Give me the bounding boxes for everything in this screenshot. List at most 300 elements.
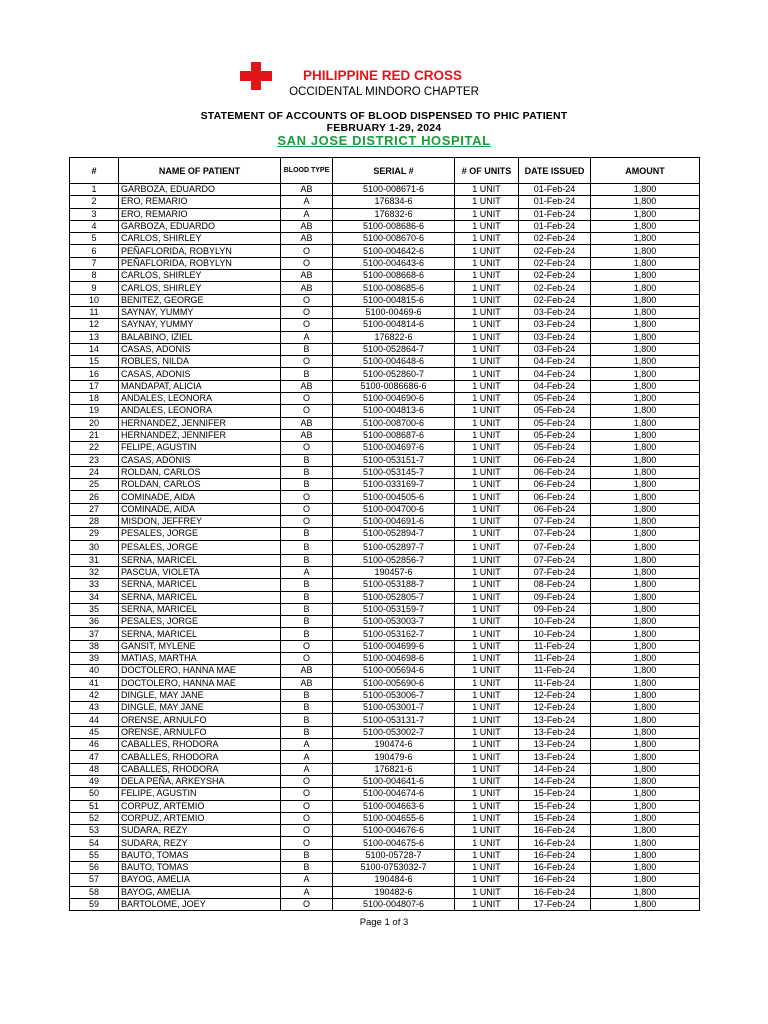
blood-type-cell: AB: [281, 380, 333, 392]
serial-number-cell: 5100-004674-6: [333, 788, 455, 800]
date-issued-cell: 06-Feb-24: [519, 466, 591, 478]
blood-type-cell: AB: [281, 270, 333, 282]
patient-name-cell: SUDARA, REZY: [119, 837, 281, 849]
date-issued-cell: 01-Feb-24: [519, 208, 591, 220]
accounts-table: [69, 157, 700, 911]
table-row: [70, 466, 700, 478]
units-cell: 1 UNIT: [455, 479, 519, 491]
serial-number-cell: 5100-052805-7: [333, 591, 455, 603]
row-number-cell: 37: [70, 628, 119, 640]
table-row: [70, 751, 700, 763]
table-row: [70, 380, 700, 392]
table-row: [70, 849, 700, 861]
table-row: [70, 196, 700, 208]
table-row: [70, 417, 700, 429]
patient-name-cell: CARLOS, SHIRLEY: [119, 270, 281, 282]
amount-cell: 1,800: [591, 640, 700, 652]
amount-cell: 1,800: [591, 628, 700, 640]
serial-number-cell: 5100-004675-6: [333, 837, 455, 849]
amount-cell: 1,800: [591, 208, 700, 220]
date-issued-cell: 15-Feb-24: [519, 800, 591, 812]
table-row: [70, 540, 700, 554]
date-issued-cell: 07-Feb-24: [519, 566, 591, 578]
date-issued-cell: 03-Feb-24: [519, 331, 591, 343]
col-header-name: NAME OF PATIENT: [119, 158, 281, 184]
patient-name-cell: SERNA, MARICEL: [119, 603, 281, 615]
date-issued-cell: 09-Feb-24: [519, 603, 591, 615]
serial-number-cell: 176821-6: [333, 763, 455, 775]
date-issued-cell: 11-Feb-24: [519, 652, 591, 664]
date-issued-cell: 02-Feb-24: [519, 270, 591, 282]
serial-number-cell: 176822-6: [333, 331, 455, 343]
table-row: [70, 442, 700, 454]
date-issued-cell: 04-Feb-24: [519, 368, 591, 380]
row-number-cell: 5: [70, 233, 119, 245]
blood-type-cell: O: [281, 640, 333, 652]
serial-number-cell: 5100-004815-6: [333, 294, 455, 306]
blood-type-cell: O: [281, 800, 333, 812]
amount-cell: 1,800: [591, 677, 700, 689]
serial-number-cell: 5100-005694-6: [333, 665, 455, 677]
patient-name-cell: ROLDAN, CARLOS: [119, 466, 281, 478]
amount-cell: 1,800: [591, 616, 700, 628]
units-cell: 1 UNIT: [455, 306, 519, 318]
blood-type-cell: B: [281, 368, 333, 380]
patient-name-cell: CABALLES, RHODORA: [119, 751, 281, 763]
table-row: [70, 616, 700, 628]
serial-number-cell: 5100-05728-7: [333, 849, 455, 861]
amount-cell: 1,800: [591, 184, 700, 196]
patient-name-cell: CARLOS, SHIRLEY: [119, 233, 281, 245]
patient-name-cell: BENITEZ, GEORGE: [119, 294, 281, 306]
table-row: [70, 257, 700, 269]
date-issued-cell: 09-Feb-24: [519, 591, 591, 603]
patient-name-cell: ERO, REMARIO: [119, 208, 281, 220]
date-issued-cell: 03-Feb-24: [519, 306, 591, 318]
units-cell: 1 UNIT: [455, 466, 519, 478]
blood-type-cell: O: [281, 491, 333, 503]
patient-name-cell: SAYNAY, YUMMY: [119, 306, 281, 318]
units-cell: 1 UNIT: [455, 677, 519, 689]
table-row: [70, 775, 700, 787]
blood-type-cell: B: [281, 616, 333, 628]
blood-type-cell: O: [281, 294, 333, 306]
units-cell: 1 UNIT: [455, 516, 519, 528]
table-row: [70, 393, 700, 405]
serial-number-cell: 5100-0753032-7: [333, 862, 455, 874]
serial-number-cell: 5100-053131-7: [333, 714, 455, 726]
table-row: [70, 319, 700, 331]
blood-type-cell: A: [281, 331, 333, 343]
amount-cell: 1,800: [591, 763, 700, 775]
blood-type-cell: B: [281, 479, 333, 491]
units-cell: 1 UNIT: [455, 196, 519, 208]
table-row: [70, 898, 700, 910]
units-cell: 1 UNIT: [455, 429, 519, 441]
row-number-cell: 30: [70, 540, 119, 554]
row-number-cell: 1: [70, 184, 119, 196]
amount-cell: 1,800: [591, 689, 700, 701]
row-number-cell: 17: [70, 380, 119, 392]
row-number-cell: 52: [70, 812, 119, 824]
amount-cell: 1,800: [591, 849, 700, 861]
row-number-cell: 32: [70, 566, 119, 578]
amount-cell: 1,800: [591, 429, 700, 441]
date-issued-cell: 15-Feb-24: [519, 788, 591, 800]
row-number-cell: 42: [70, 689, 119, 701]
serial-number-cell: 5100-053145-7: [333, 466, 455, 478]
row-number-cell: 21: [70, 429, 119, 441]
table-row: [70, 405, 700, 417]
date-issued-cell: 14-Feb-24: [519, 763, 591, 775]
blood-type-cell: AB: [281, 429, 333, 441]
units-cell: 1 UNIT: [455, 257, 519, 269]
patient-name-cell: BALABINO, IZIEL: [119, 331, 281, 343]
row-number-cell: 13: [70, 331, 119, 343]
row-number-cell: 11: [70, 306, 119, 318]
date-issued-cell: 16-Feb-24: [519, 862, 591, 874]
table-row: [70, 356, 700, 368]
row-number-cell: 34: [70, 591, 119, 603]
statement-title: STATEMENT OF ACCOUNTS OF BLOOD DISPENSED TO PHIC PATIENT: [200, 110, 568, 122]
serial-number-cell: 5100-008700-6: [333, 417, 455, 429]
blood-type-cell: A: [281, 739, 333, 751]
serial-number-cell: 5100-0086686-6: [333, 380, 455, 392]
date-issued-cell: 02-Feb-24: [519, 233, 591, 245]
row-number-cell: 43: [70, 702, 119, 714]
serial-number-cell: 5100-004814-6: [333, 319, 455, 331]
serial-number-cell: 5100-052860-7: [333, 368, 455, 380]
row-number-cell: 16: [70, 368, 119, 380]
row-number-cell: 36: [70, 616, 119, 628]
date-issued-cell: 17-Feb-24: [519, 898, 591, 910]
blood-type-cell: O: [281, 319, 333, 331]
table-row: [70, 343, 700, 355]
amount-cell: 1,800: [591, 775, 700, 787]
patient-name-cell: HERNANDEZ, JENNIFER: [119, 417, 281, 429]
blood-type-cell: B: [281, 579, 333, 591]
serial-number-cell: 5100-052894-7: [333, 528, 455, 540]
units-cell: 1 UNIT: [455, 788, 519, 800]
serial-number-cell: 5100-033169-7: [333, 479, 455, 491]
row-number-cell: 41: [70, 677, 119, 689]
table-row: [70, 516, 700, 528]
serial-number-cell: 5100-053001-7: [333, 702, 455, 714]
units-cell: 1 UNIT: [455, 628, 519, 640]
amount-cell: 1,800: [591, 540, 700, 554]
table-row: [70, 726, 700, 738]
table-row: [70, 739, 700, 751]
row-number-cell: 29: [70, 528, 119, 540]
patient-name-cell: DOCTOLERO, HANNA MAE: [119, 665, 281, 677]
serial-number-cell: 5100-004697-6: [333, 442, 455, 454]
units-cell: 1 UNIT: [455, 528, 519, 540]
table-row: [70, 763, 700, 775]
blood-type-cell: AB: [281, 417, 333, 429]
amount-cell: 1,800: [591, 442, 700, 454]
blood-type-cell: O: [281, 503, 333, 515]
date-issued-cell: 03-Feb-24: [519, 343, 591, 355]
date-issued-cell: 10-Feb-24: [519, 616, 591, 628]
row-number-cell: 38: [70, 640, 119, 652]
units-cell: 1 UNIT: [455, 591, 519, 603]
blood-type-cell: A: [281, 566, 333, 578]
patient-name-cell: SAYNAY, YUMMY: [119, 319, 281, 331]
date-issued-cell: 16-Feb-24: [519, 849, 591, 861]
date-issued-cell: 13-Feb-24: [519, 739, 591, 751]
date-issued-cell: 02-Feb-24: [519, 257, 591, 269]
col-header-units: # OF UNITS: [455, 158, 519, 184]
serial-number-cell: 176834-6: [333, 196, 455, 208]
serial-number-cell: 5100-004676-6: [333, 825, 455, 837]
serial-number-cell: 5100-004655-6: [333, 812, 455, 824]
col-header-blood-type: BLOOD TYPE: [281, 158, 333, 184]
table-row: [70, 800, 700, 812]
table-row: [70, 788, 700, 800]
units-cell: 1 UNIT: [455, 343, 519, 355]
blood-type-cell: B: [281, 689, 333, 701]
amount-cell: 1,800: [591, 837, 700, 849]
serial-number-cell: 5100-004641-6: [333, 775, 455, 787]
table-row: [70, 479, 700, 491]
date-issued-cell: 14-Feb-24: [519, 775, 591, 787]
row-number-cell: 46: [70, 739, 119, 751]
blood-type-cell: O: [281, 393, 333, 405]
table-row: [70, 628, 700, 640]
page-number: Page 1 of 3: [359, 917, 409, 928]
patient-name-cell: PESALES, JORGE: [119, 616, 281, 628]
table-row: [70, 566, 700, 578]
patient-name-cell: PESALES, JORGE: [119, 540, 281, 554]
table-row: [70, 554, 700, 566]
units-cell: 1 UNIT: [455, 714, 519, 726]
patient-name-cell: ANDALES, LEONORA: [119, 393, 281, 405]
blood-type-cell: AB: [281, 677, 333, 689]
amount-cell: 1,800: [591, 554, 700, 566]
blood-type-cell: B: [281, 714, 333, 726]
units-cell: 1 UNIT: [455, 702, 519, 714]
row-number-cell: 6: [70, 245, 119, 257]
row-number-cell: 7: [70, 257, 119, 269]
serial-number-cell: 5100-008671-6: [333, 184, 455, 196]
patient-name-cell: MATIAS, MARTHA: [119, 652, 281, 664]
date-issued-cell: 01-Feb-24: [519, 196, 591, 208]
col-header-date: DATE ISSUED: [519, 158, 591, 184]
patient-name-cell: CABALLES, RHODORA: [119, 763, 281, 775]
table-row: [70, 702, 700, 714]
units-cell: 1 UNIT: [455, 294, 519, 306]
units-cell: 1 UNIT: [455, 491, 519, 503]
date-issued-cell: 12-Feb-24: [519, 702, 591, 714]
units-cell: 1 UNIT: [455, 616, 519, 628]
row-number-cell: 9: [70, 282, 119, 294]
patient-name-cell: COMINADE, AIDA: [119, 503, 281, 515]
blood-type-cell: B: [281, 343, 333, 355]
amount-cell: 1,800: [591, 220, 700, 232]
patient-name-cell: CORPUZ, ARTEMIO: [119, 812, 281, 824]
date-issued-cell: 07-Feb-24: [519, 528, 591, 540]
patient-name-cell: ANDALES, LEONORA: [119, 405, 281, 417]
patient-name-cell: CASAS, ADONIS: [119, 368, 281, 380]
amount-cell: 1,800: [591, 306, 700, 318]
units-cell: 1 UNIT: [455, 503, 519, 515]
units-cell: 1 UNIT: [455, 233, 519, 245]
date-issued-cell: 13-Feb-24: [519, 714, 591, 726]
amount-cell: 1,800: [591, 380, 700, 392]
row-number-cell: 39: [70, 652, 119, 664]
row-number-cell: 3: [70, 208, 119, 220]
amount-cell: 1,800: [591, 405, 700, 417]
patient-name-cell: DINGLE, MAY JANE: [119, 702, 281, 714]
table-row: [70, 233, 700, 245]
patient-name-cell: PEÑAFLORIDA, ROBYLYN: [119, 245, 281, 257]
blood-type-cell: B: [281, 849, 333, 861]
table-row: [70, 306, 700, 318]
serial-number-cell: 5100-004698-6: [333, 652, 455, 664]
amount-cell: 1,800: [591, 886, 700, 898]
patient-name-cell: PEÑAFLORIDA, ROBYLYN: [119, 257, 281, 269]
units-cell: 1 UNIT: [455, 417, 519, 429]
blood-type-cell: O: [281, 257, 333, 269]
table-row: [70, 652, 700, 664]
hospital-name: SAN JOSE DISTRICT HOSPITAL: [277, 133, 491, 148]
blood-type-cell: O: [281, 356, 333, 368]
blood-type-cell: AB: [281, 184, 333, 196]
table-row: [70, 714, 700, 726]
patient-name-cell: COMINADE, AIDA: [119, 491, 281, 503]
date-issued-cell: 06-Feb-24: [519, 479, 591, 491]
table-row: [70, 689, 700, 701]
table-row: [70, 270, 700, 282]
units-cell: 1 UNIT: [455, 540, 519, 554]
units-cell: 1 UNIT: [455, 886, 519, 898]
row-number-cell: 50: [70, 788, 119, 800]
amount-cell: 1,800: [591, 356, 700, 368]
amount-cell: 1,800: [591, 665, 700, 677]
blood-type-cell: O: [281, 405, 333, 417]
row-number-cell: 14: [70, 343, 119, 355]
serial-number-cell: 5100-008687-6: [333, 429, 455, 441]
row-number-cell: 44: [70, 714, 119, 726]
amount-cell: 1,800: [591, 726, 700, 738]
blood-type-cell: AB: [281, 282, 333, 294]
amount-cell: 1,800: [591, 368, 700, 380]
table-row: [70, 665, 700, 677]
table-row: [70, 886, 700, 898]
blood-type-cell: B: [281, 628, 333, 640]
amount-cell: 1,800: [591, 603, 700, 615]
amount-cell: 1,800: [591, 479, 700, 491]
amount-cell: 1,800: [591, 282, 700, 294]
table-row: [70, 454, 700, 466]
units-cell: 1 UNIT: [455, 862, 519, 874]
amount-cell: 1,800: [591, 270, 700, 282]
row-number-cell: 4: [70, 220, 119, 232]
amount-cell: 1,800: [591, 503, 700, 515]
patient-name-cell: FELIPE, AGUSTIN: [119, 788, 281, 800]
blood-type-cell: AB: [281, 665, 333, 677]
date-issued-cell: 16-Feb-24: [519, 837, 591, 849]
date-issued-cell: 07-Feb-24: [519, 540, 591, 554]
amount-cell: 1,800: [591, 751, 700, 763]
serial-number-cell: 5100-053162-7: [333, 628, 455, 640]
patient-name-cell: CARLOS, SHIRLEY: [119, 282, 281, 294]
table-row: [70, 282, 700, 294]
patient-name-cell: HERNANDEZ, JENNIFER: [119, 429, 281, 441]
table-row: [70, 245, 700, 257]
table-row: [70, 591, 700, 603]
col-header-number: #: [70, 158, 119, 184]
serial-number-cell: 5100-004642-6: [333, 245, 455, 257]
amount-cell: 1,800: [591, 812, 700, 824]
date-issued-cell: 01-Feb-24: [519, 220, 591, 232]
row-number-cell: 58: [70, 886, 119, 898]
date-issued-cell: 10-Feb-24: [519, 628, 591, 640]
table-row: [70, 184, 700, 196]
units-cell: 1 UNIT: [455, 665, 519, 677]
blood-type-cell: A: [281, 751, 333, 763]
serial-number-cell: 5100-053151-7: [333, 454, 455, 466]
date-issued-cell: 01-Feb-24: [519, 184, 591, 196]
serial-number-cell: 190474-6: [333, 739, 455, 751]
patient-name-cell: BAYOG, AMELIA: [119, 886, 281, 898]
table-row: [70, 862, 700, 874]
row-number-cell: 18: [70, 393, 119, 405]
amount-cell: 1,800: [591, 579, 700, 591]
table-row: [70, 528, 700, 540]
patient-name-cell: MANDAPAT, ALICIA: [119, 380, 281, 392]
patient-name-cell: GARBOZA, EDUARDO: [119, 184, 281, 196]
statement-period: FEBRUARY 1-29, 2024: [326, 122, 442, 134]
row-number-cell: 10: [70, 294, 119, 306]
row-number-cell: 8: [70, 270, 119, 282]
amount-cell: 1,800: [591, 257, 700, 269]
table-row: [70, 677, 700, 689]
patient-name-cell: PASCUA, VIOLETA: [119, 566, 281, 578]
blood-type-cell: B: [281, 528, 333, 540]
amount-cell: 1,800: [591, 245, 700, 257]
row-number-cell: 35: [70, 603, 119, 615]
blood-type-cell: O: [281, 245, 333, 257]
serial-number-cell: 5100-008686-6: [333, 220, 455, 232]
col-header-amount: AMOUNT: [591, 158, 700, 184]
row-number-cell: 23: [70, 454, 119, 466]
serial-number-cell: 5100-004690-6: [333, 393, 455, 405]
row-number-cell: 20: [70, 417, 119, 429]
date-issued-cell: 05-Feb-24: [519, 442, 591, 454]
table-body: [70, 184, 700, 911]
row-number-cell: 19: [70, 405, 119, 417]
row-number-cell: 51: [70, 800, 119, 812]
date-issued-cell: 07-Feb-24: [519, 516, 591, 528]
blood-type-cell: O: [281, 306, 333, 318]
units-cell: 1 UNIT: [455, 184, 519, 196]
units-cell: 1 UNIT: [455, 356, 519, 368]
patient-name-cell: ERO, REMARIO: [119, 196, 281, 208]
patient-name-cell: CORPUZ, ARTEMIO: [119, 800, 281, 812]
units-cell: 1 UNIT: [455, 898, 519, 910]
blood-type-cell: B: [281, 726, 333, 738]
date-issued-cell: 16-Feb-24: [519, 825, 591, 837]
blood-type-cell: B: [281, 466, 333, 478]
serial-number-cell: 5100-005690-6: [333, 677, 455, 689]
serial-number-cell: 5100-008685-6: [333, 282, 455, 294]
units-cell: 1 UNIT: [455, 763, 519, 775]
date-issued-cell: 13-Feb-24: [519, 726, 591, 738]
units-cell: 1 UNIT: [455, 603, 519, 615]
table-row: [70, 812, 700, 824]
patient-name-cell: SERNA, MARICEL: [119, 628, 281, 640]
